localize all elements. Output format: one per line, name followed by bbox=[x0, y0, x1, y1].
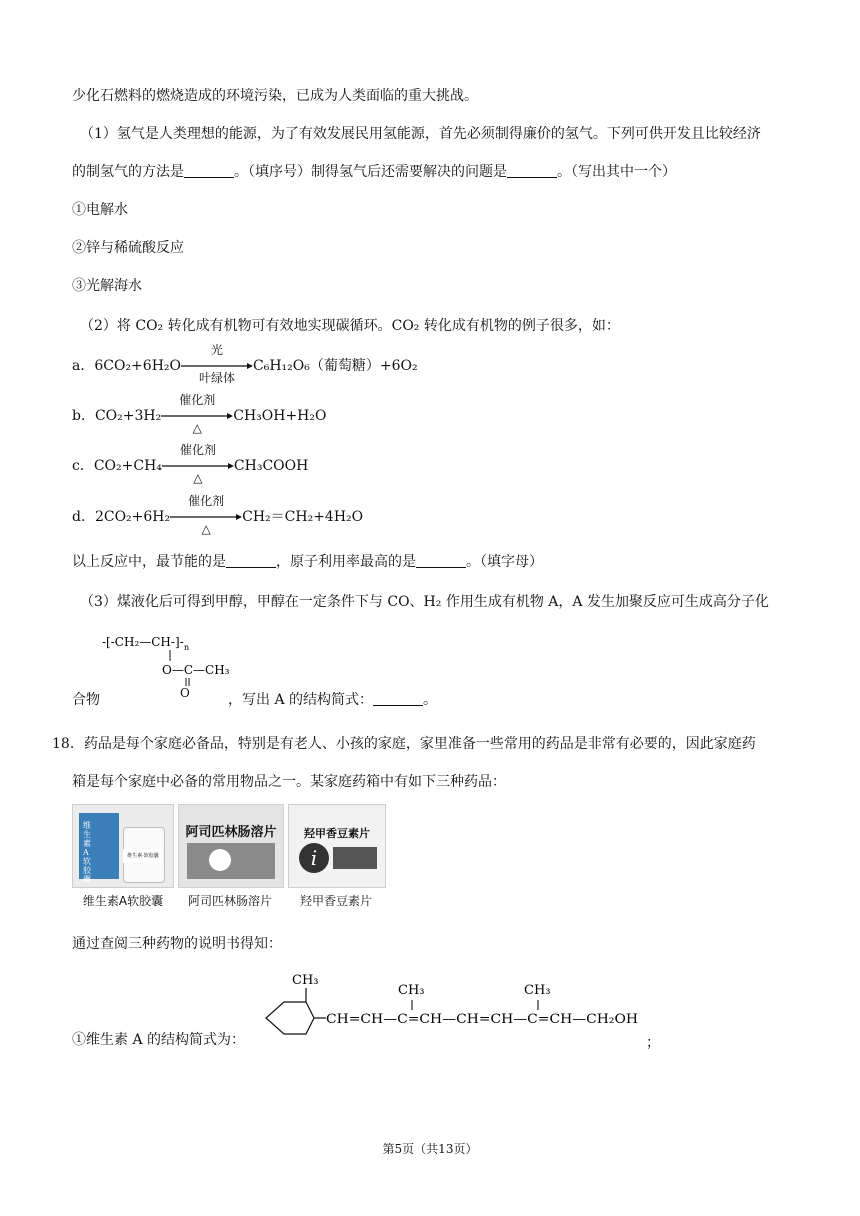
question-3-prompt: 合物 ，写出 A 的结构简式： 。 bbox=[72, 692, 438, 708]
option-3: ③光解海水 bbox=[72, 278, 142, 294]
reaction-a: a．6CO₂+6H₂O 光 叶绿体 C₆H₁₂O₆（葡萄糖）+6O₂ bbox=[72, 343, 418, 385]
carbonyl-oxygen: O bbox=[180, 686, 190, 700]
svg-text:CH₃: CH₃ bbox=[292, 973, 319, 988]
reaction-b: b．CO₂+3H₂ 催化剂 △ CH₃OH+H₂O bbox=[72, 393, 327, 435]
polymer-structure bbox=[100, 628, 240, 690]
question-2-prompt: 以上反应中，最节能的是 ，原子利用率最高的是 。（填字母） bbox=[72, 554, 543, 570]
reaction-arrow: 催化剂 △ bbox=[161, 406, 233, 426]
question-3-text: （3）煤液化后可得到甲醇，甲醇在一定条件下与 CO、H₂ 作用生成有机物 A，A 发生加聚反应可生成高分子化 bbox=[80, 594, 769, 610]
drug-caption: 维生素A软胶囊 bbox=[82, 894, 164, 908]
vitamin-a-label: ①维生素 A 的结构简式为： bbox=[72, 1032, 246, 1048]
option-1: ①电解水 bbox=[72, 202, 128, 218]
reaction-arrow: 光 叶绿体 bbox=[181, 356, 253, 376]
svg-text:-[-CH₂—CH-]-: -[-CH₂—CH-]- bbox=[102, 635, 184, 649]
answer-blank[interactable] bbox=[226, 553, 276, 568]
answer-blank[interactable] bbox=[184, 163, 234, 178]
option-2: ②锌与稀硫酸反应 bbox=[72, 240, 184, 256]
answer-blank[interactable] bbox=[507, 163, 557, 178]
svg-text:CH₃: CH₃ bbox=[524, 983, 551, 998]
answer-blank[interactable] bbox=[416, 553, 466, 568]
answer-blank[interactable] bbox=[373, 691, 423, 706]
svg-text:n: n bbox=[184, 643, 190, 652]
reaction-d: d．2CO₂+6H₂ 催化剂 △ CH₂＝CH₂+4H₂O bbox=[72, 494, 364, 536]
reaction-c: c．CO₂+CH₄ 催化剂 △ CH₃COOH bbox=[72, 443, 309, 485]
svg-text:CH₃: CH₃ bbox=[398, 983, 425, 998]
reaction-arrow: 催化剂 △ bbox=[170, 507, 242, 527]
question-18-text-2: 箱是每个家庭中必备的常用物品之一。某家庭药箱中有如下三种药品： bbox=[72, 774, 506, 790]
question-2-text: （2）将 CO₂ 转化成有机物可有效地实现碳循环。CO₂ 转化成有机物的例子很多，如： bbox=[80, 318, 620, 334]
drug-caption: 羟甲香豆素片 bbox=[299, 894, 372, 908]
vitamin-a-box-image: 维生素A软胶囊 维生素·软胶囊 bbox=[72, 804, 174, 888]
text-line: 通过查阅三种药物的说明书得知： bbox=[72, 936, 282, 952]
svg-text:CH=CH—C=CH—CH=CH—C=CH—CH₂OH: CH=CH—C=CH—CH=CH—C=CH—CH₂OH bbox=[326, 1012, 638, 1027]
question-1-text: （1）氢气是人类理想的能源，为了有效发展民用氢能源，首先必须制得廉价的氢气。下列可供开发且比较经济 bbox=[80, 126, 761, 142]
semicolon: ； bbox=[646, 1035, 660, 1051]
hymecromone-box-image: 羟甲香豆素片 i bbox=[288, 804, 386, 888]
vitamin-a-structure bbox=[256, 966, 646, 1046]
page-footer: 第5页（共13页） bbox=[382, 1142, 478, 1156]
text-line: 少化石燃料的燃烧造成的环境污染，已成为人类面临的重大挑战。 bbox=[72, 88, 478, 104]
question-1-prompt: 的制氢气的方法是 。（填序号）制得氢气后还需要解决的问题是 。（写出其中一个） bbox=[72, 164, 676, 180]
svg-text:O—C—CH₃: O—C—CH₃ bbox=[162, 663, 230, 677]
question-18-text: 18．药品是每个家庭必备品，特别是有老人、小孩的家庭，家里准备一些常用的药品是非常有必要的，因此家庭药 bbox=[52, 736, 756, 752]
drug-caption: 阿司匹林肠溶片 bbox=[187, 894, 272, 908]
reaction-arrow: 催化剂 △ bbox=[162, 456, 234, 476]
aspirin-box-image: 阿司匹林肠溶片 bbox=[178, 804, 284, 888]
